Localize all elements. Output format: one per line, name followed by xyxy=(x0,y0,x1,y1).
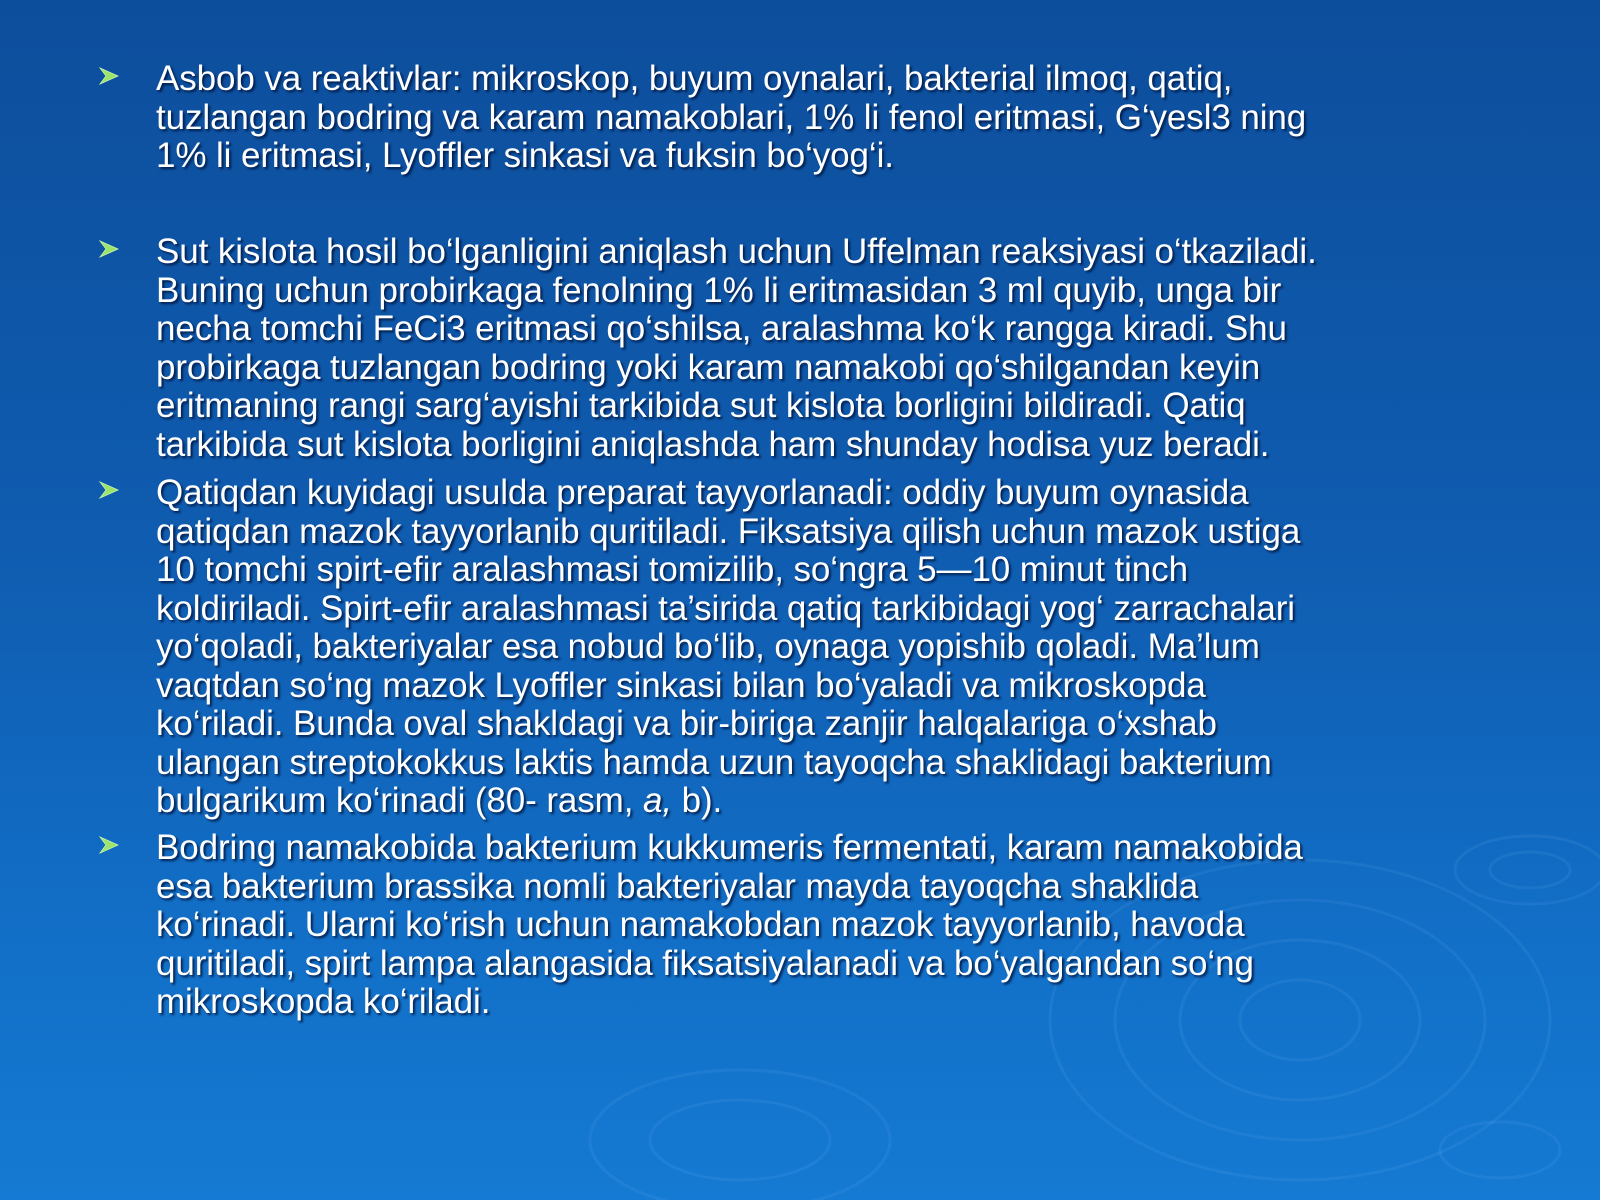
bullet-text xyxy=(156,474,1596,821)
text-line: necha tomchi FeCi3 eritmasi qo‘shilsa, aralashma ko‘k rangga kiradi. Shu xyxy=(156,309,1287,348)
text-line: Asbob va reaktivlar: mikroskop, buyum oynalari, bakterial ilmoq, qatiq, xyxy=(156,59,1233,98)
text-line: probirkaga tuzlangan bodring yoki karam namakobi qo‘shilgandan keyin xyxy=(156,347,1261,387)
green-arrow-bullet-icon xyxy=(98,66,120,86)
text-segment: bulgarikum ko‘rinadi (80- rasm, xyxy=(156,781,643,820)
text-line: vaqtdan so‘ng mazok Lyoffler sinkasi bilan bo‘yaladi va mikroskopda xyxy=(156,665,1206,705)
text-line: Qatiqdan kuyidagi usulda preparat tayyorlanadi: oddiy buyum oynasida xyxy=(156,473,1249,512)
text-line: qatiqdan mazok tayyorlanib quritiladi. Fiksatsiya qilish uchun mazok ustiga xyxy=(156,511,1301,551)
green-arrow-bullet-icon xyxy=(98,480,120,500)
green-arrow-bullet-icon xyxy=(98,239,120,259)
text-line: 10 tomchi spirt-efir aralashmasi tomizilib, so‘ngra 5—10 minut tinch xyxy=(156,550,1188,589)
text-line: eritmaning rangi sarg‘ayishi tarkibida sut kislota borligini bildiradi. Qatiq xyxy=(156,386,1246,425)
text-line xyxy=(156,782,1596,821)
green-arrow-bullet-icon xyxy=(98,835,120,855)
text-line: Bodring namakobida bakterium kukkumeris fermentati, karam namakobida xyxy=(156,828,1303,867)
text-line: quritiladi, spirt lampa alangasida fiksatsiyalanadi va bo‘yalgandan so‘ng xyxy=(156,943,1254,983)
bullet-text xyxy=(156,233,1596,464)
text-line: Buning uchun probirkaga fenolning 1% li eritmasidan 3 ml quyib, unga bir xyxy=(156,270,1282,310)
text-line: Sut kislota hosil bo‘lganligini aniqlash uchun Uffelman reaksiyasi o‘tkaziladi. xyxy=(156,232,1317,271)
text-line: koldiriladi. Spirt-efir aralashmasi ta’sirida qatiq tarkibidagi yog‘ zarrachalari xyxy=(156,588,1295,628)
text-line: mikroskopda ko‘riladi. xyxy=(156,982,491,1021)
text-line: tuzlangan bodring va karam namakoblari, 1% li fenol eritmasi, G‘yesl3 ning xyxy=(156,97,1307,137)
text-line: ko‘rinadi. Ularni ko‘rish uchun namakobdan mazok tayyorlanib, havoda xyxy=(156,905,1245,944)
text-segment: b). xyxy=(671,781,723,820)
text-line: ulangan streptokokkus laktis hamda uzun tayoqcha shaklidagi bakterium xyxy=(156,742,1272,782)
text-line: yo‘qoladi, bakteriyalar esa nobud bo‘lib, oynaga yopishib qoladi. Ma’lum xyxy=(156,627,1260,666)
figure-label-italic: a, xyxy=(642,781,672,820)
bullet-text xyxy=(156,829,1596,1022)
text-line: esa bakterium brassika nomli bakteriyalar mayda tayoqcha shaklida xyxy=(156,866,1199,906)
text-line: ko‘riladi. Bunda oval shakldagi va bir-biriga zanjir halqalariga o‘xshab xyxy=(156,704,1217,743)
text-line: tarkibida sut kislota borligini aniqlashda ham shunday hodisa yuz beradi. xyxy=(156,424,1270,464)
text-line: 1% li eritmasi, Lyoffler sinkasi va fuksin bo‘yog‘i. xyxy=(156,136,894,175)
bullet-text xyxy=(156,60,1596,176)
